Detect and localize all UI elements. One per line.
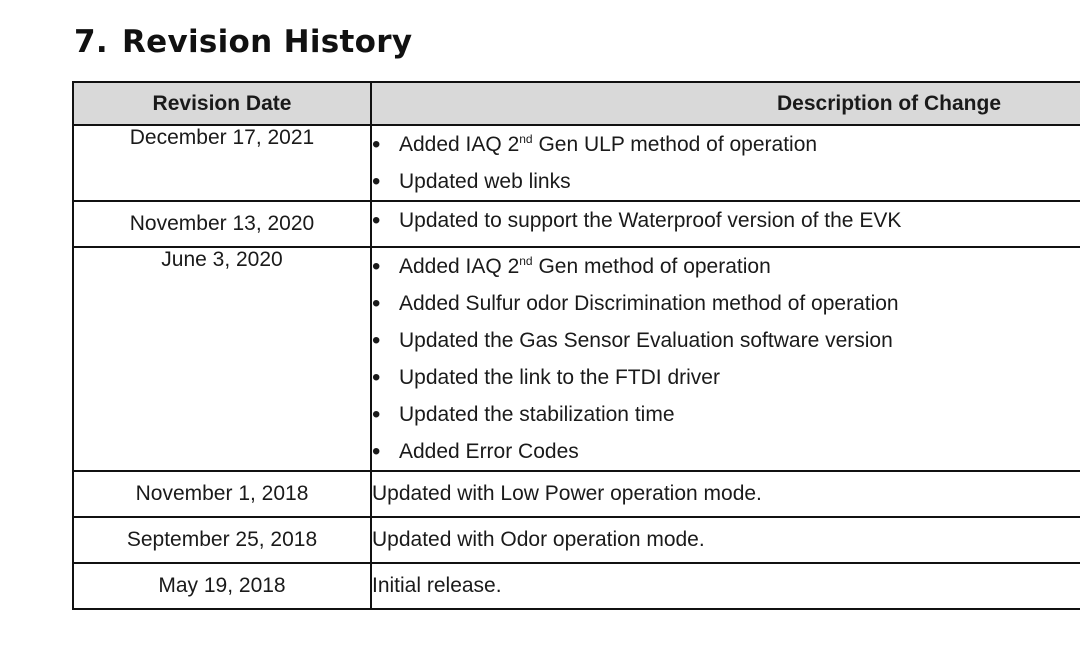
description-cell: Initial release.	[371, 563, 1080, 609]
change-item: • Updated the link to the FTDI driver	[372, 359, 1080, 396]
revision-date-cell: November 1, 2018	[73, 471, 371, 517]
description-cell	[371, 247, 1080, 471]
revision-date-cell: May 19, 2018	[73, 563, 371, 609]
table-row	[73, 201, 1080, 247]
change-list	[372, 202, 1080, 239]
description-cell	[371, 201, 1080, 247]
section-number: 7.	[74, 24, 108, 60]
header-description-label: Description of Change	[777, 91, 1002, 115]
revision-history-table	[72, 81, 1080, 610]
description-cell	[371, 125, 1080, 201]
change-item: • Added Error Codes	[372, 433, 1080, 470]
revision-date-cell: November 13, 2020	[73, 201, 371, 247]
table-row	[73, 471, 1080, 517]
change-item: • Updated web links	[372, 163, 1080, 200]
revision-date-cell: December 17, 2021	[73, 125, 371, 201]
change-item: • Updated the stabilization time	[372, 396, 1080, 433]
table-row	[73, 247, 1080, 471]
change-list	[372, 126, 1080, 200]
header-revision-date: Revision Date	[73, 82, 371, 125]
change-item: • Added IAQ 2nd Gen method of operation	[372, 248, 1080, 285]
change-item: • Added Sulfur odor Discrimination method of operation	[372, 285, 1080, 322]
revision-date-cell: June 3, 2020	[73, 247, 371, 471]
description-cell: Updated with Odor operation mode.	[371, 517, 1080, 563]
table-header-row	[73, 82, 1080, 125]
header-description	[371, 82, 1080, 125]
table-row	[73, 125, 1080, 201]
change-item: • Updated the Gas Sensor Evaluation software version	[372, 322, 1080, 359]
table-row	[73, 563, 1080, 609]
revision-date-cell: September 25, 2018	[73, 517, 371, 563]
description-cell: Updated with Low Power operation mode.	[371, 471, 1080, 517]
change-list	[372, 248, 1080, 470]
section-heading	[74, 24, 412, 60]
table-row	[73, 517, 1080, 563]
section-title: Revision History	[121, 24, 413, 60]
change-item: • Updated to support the Waterproof version of the EVK	[372, 202, 1080, 239]
change-item: • Added IAQ 2nd Gen ULP method of operation	[372, 126, 1080, 163]
